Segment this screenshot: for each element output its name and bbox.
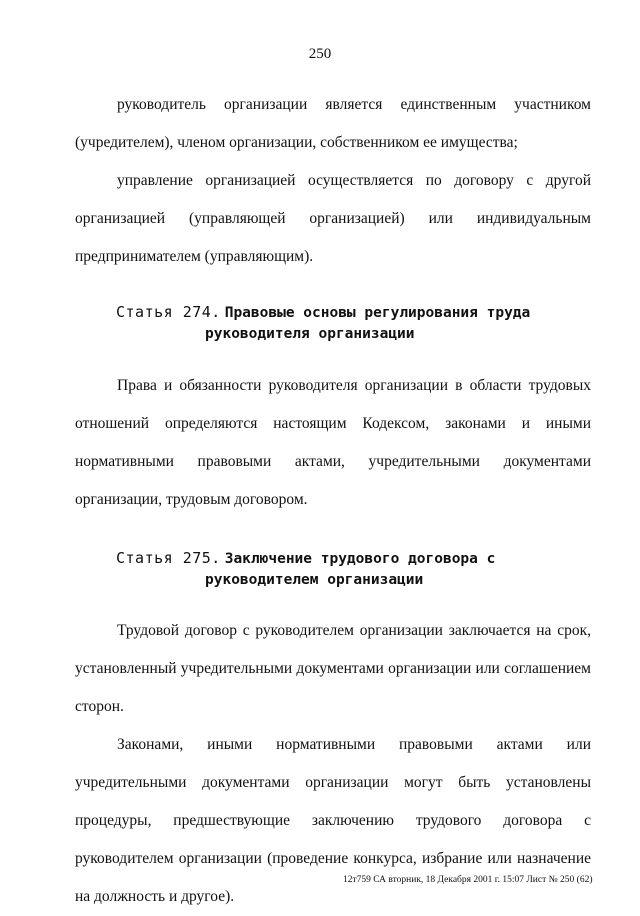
paragraph: Трудовой договор с руководителем организации заключается на срок, установленный учредительными документами организации или соглашением сторон. xyxy=(75,622,591,715)
article-275-heading xyxy=(116,548,495,591)
article-title-line1: Заключение трудового договора с xyxy=(224,551,496,567)
article-274-heading xyxy=(116,302,530,345)
article-title-line2: руководителем организации xyxy=(205,572,424,588)
article-title-line1: Правовые основы регулирования труда xyxy=(224,305,531,321)
article-274-body xyxy=(75,367,591,519)
article-title-line2: руководителя организации xyxy=(205,326,415,342)
article-label: Статья 274. xyxy=(116,303,221,321)
intro-text xyxy=(75,86,591,276)
paragraph: Законами, иными нормативными правовыми актами или учредительными документами организации могут быть установлены процедуры, предшествующие заключению трудового договора с руководителем организации (проведение конкурса, избрание или назначение на должность и другое). xyxy=(75,736,591,905)
paragraph: Права и обязанности руководителя организации в области трудовых отношений определяются настоящим Кодексом, законами и иными нормативными правовыми актами, учредительными документами организации, трудовым договором. xyxy=(75,377,591,508)
article-label: Статья 275. xyxy=(116,549,221,567)
article-275-body xyxy=(75,612,591,916)
paragraph: руководитель организации является единственным участником (учредителем), членом организации, собственником ее имущества; xyxy=(75,96,591,151)
page-number: 250 xyxy=(308,46,332,62)
page-footer: 12т759 СА вторник, 18 Декабря 2001 г. 15:07 Лист № 250 (62) xyxy=(343,875,593,885)
paragraph: управление организацией осуществляется по договору с другой организацией (управляющей организацией) или индивидуальным предпринимателем (управляющим). xyxy=(75,172,591,265)
